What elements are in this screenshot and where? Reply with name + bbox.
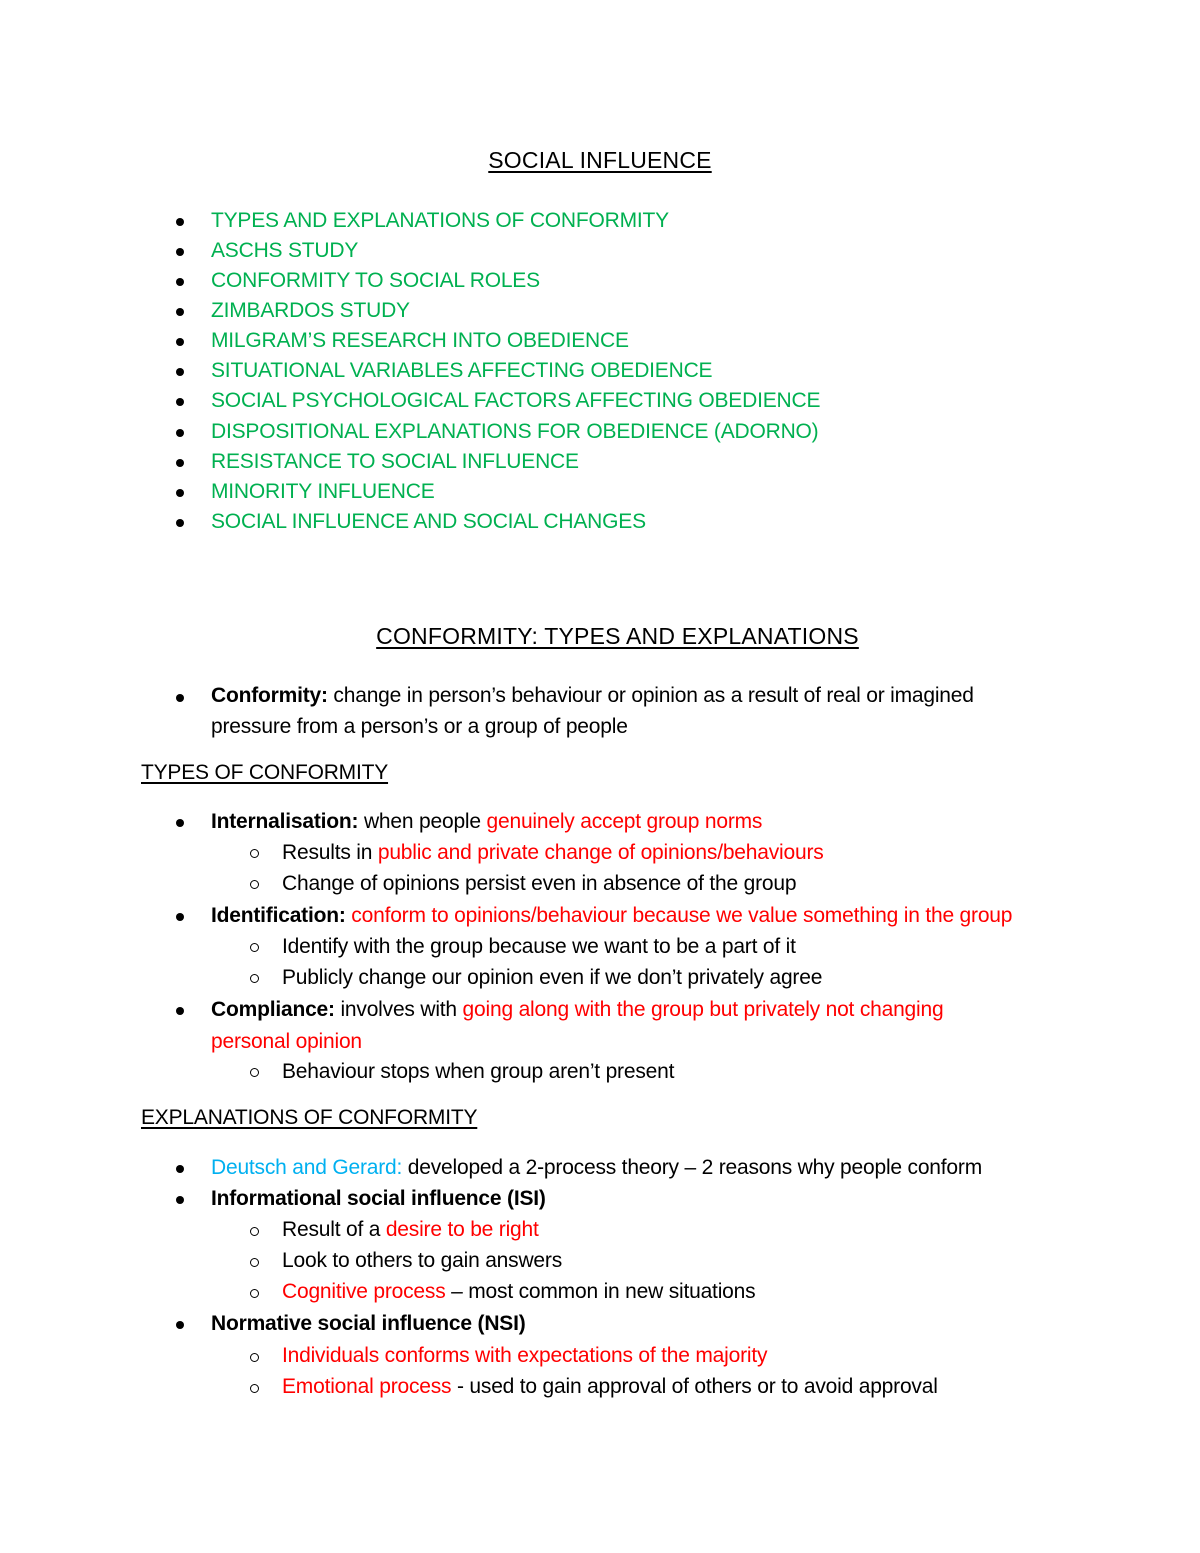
internalisation-item (211, 809, 762, 835)
compliance-highlight-2: personal opinion (211, 1030, 362, 1053)
toc-item: DISPOSITIONAL EXPLANATIONS FOR OBEDIENCE (ADORNO) (211, 420, 819, 443)
definition-text: change in person’s behaviour or opinion as a result of real or imagined (327, 684, 974, 707)
sub-highlight: desire to be right (385, 1218, 539, 1241)
sub-bullet-icon (250, 943, 259, 952)
toc-item: MILGRAM’S RESEARCH INTO OBEDIENCE (211, 329, 629, 352)
internalisation-highlight: genuinely accept group norms (486, 810, 763, 833)
toc-item: ZIMBARDOS STUDY (211, 299, 410, 322)
sub-bullet-icon (250, 849, 259, 858)
toc-item: RESISTANCE TO SOCIAL INFLUENCE (211, 450, 579, 473)
deutsch-item (211, 1155, 982, 1181)
compliance-item (211, 997, 943, 1023)
nsi-sub-2 (282, 1374, 938, 1400)
identification-highlight: conform to opinions/behaviour because we value something in the group (345, 904, 1013, 927)
bullet-icon (176, 398, 184, 406)
bullet-icon (176, 913, 184, 921)
definition-line-2: pressure from a person’s or a group of people (211, 715, 628, 738)
toc-item: SITUATIONAL VARIABLES AFFECTING OBEDIENCE (211, 359, 713, 382)
sub-text: – most common in new situations (445, 1280, 756, 1303)
toc-item: SOCIAL PSYCHOLOGICAL FACTORS AFFECTING OBEDIENCE (211, 389, 821, 412)
sub-bullet-icon (250, 1068, 259, 1077)
sub-text: Result of a (282, 1218, 386, 1241)
section-title: CONFORMITY: TYPES AND EXPLANATIONS (376, 623, 859, 649)
sub-bullet-icon (250, 1384, 259, 1393)
sub-bullet-icon (250, 1227, 259, 1236)
compliance-text: involves with (334, 998, 463, 1021)
bullet-icon (176, 338, 184, 346)
bullet-icon (176, 1196, 184, 1204)
nsi-heading: Normative social influence (NSI) (211, 1312, 526, 1335)
definition-term: Conformity: (211, 684, 328, 707)
sub-bullet-icon (250, 974, 259, 983)
compliance-term: Compliance: (211, 998, 335, 1021)
internalisation-text: when people (358, 810, 487, 833)
isi-sub-1 (282, 1217, 539, 1243)
bullet-icon (176, 218, 184, 226)
nsi-sub-1: Individuals conforms with expectations of the majority (282, 1344, 768, 1367)
sub-text: - used to gain approval of others or to avoid approval (451, 1375, 938, 1398)
sub-bullet-icon (250, 1353, 259, 1362)
identification-sub-1: Identify with the group because we want to be a part of it (282, 935, 796, 958)
toc-item: ASCHS STUDY (211, 239, 359, 262)
internalisation-sub-1 (282, 840, 824, 866)
deutsch-name: Deutsch and Gerard: (211, 1156, 403, 1179)
bullet-icon (176, 459, 184, 467)
identification-term: Identification: (211, 904, 346, 927)
internalisation-term: Internalisation: (211, 810, 359, 833)
toc-item: MINORITY INFLUENCE (211, 480, 435, 503)
isi-sub-3 (282, 1279, 755, 1305)
types-heading: TYPES OF CONFORMITY (141, 761, 389, 784)
sub-highlight: Emotional process (282, 1375, 452, 1398)
bullet-icon (176, 1007, 184, 1015)
bullet-icon (176, 519, 184, 527)
identification-sub-2: Publicly change our opinion even if we don’t privately agree (282, 966, 823, 989)
sub-bullet-icon (250, 1258, 259, 1267)
compliance-highlight: going along with the group but privately not changing (462, 998, 944, 1021)
bullet-icon (176, 278, 184, 286)
compliance-sub-1: Behaviour stops when group aren’t present (282, 1060, 675, 1083)
toc-item: CONFORMITY TO SOCIAL ROLES (211, 269, 540, 292)
sub-highlight: Cognitive process (282, 1280, 446, 1303)
explanations-heading: EXPLANATIONS OF CONFORMITY (141, 1106, 478, 1129)
bullet-icon (176, 248, 184, 256)
sub-text: Results in (282, 841, 378, 864)
toc-item: TYPES AND EXPLANATIONS OF CONFORMITY (211, 209, 669, 232)
deutsch-text: developed a 2-process theory – 2 reasons why people conform (402, 1156, 982, 1179)
document-title: SOCIAL INFLUENCE (488, 147, 712, 173)
definition-line (211, 683, 974, 709)
bullet-icon (176, 308, 184, 316)
identification-item (211, 903, 1012, 929)
bullet-icon (176, 368, 184, 376)
sub-bullet-icon (250, 1289, 259, 1298)
sub-highlight: public and private change of opinions/behaviours (377, 841, 824, 864)
bullet-icon (176, 819, 184, 827)
bullet-icon (176, 694, 184, 702)
isi-sub-2: Look to others to gain answers (282, 1249, 563, 1272)
bullet-icon (176, 1165, 184, 1173)
sub-bullet-icon (250, 880, 259, 889)
internalisation-sub-2: Change of opinions persist even in absence of the group (282, 872, 797, 895)
toc-item: SOCIAL INFLUENCE AND SOCIAL CHANGES (211, 510, 646, 533)
bullet-icon (176, 1321, 184, 1329)
bullet-icon (176, 489, 184, 497)
isi-heading: Informational social influence (ISI) (211, 1187, 546, 1210)
bullet-icon (176, 429, 184, 437)
